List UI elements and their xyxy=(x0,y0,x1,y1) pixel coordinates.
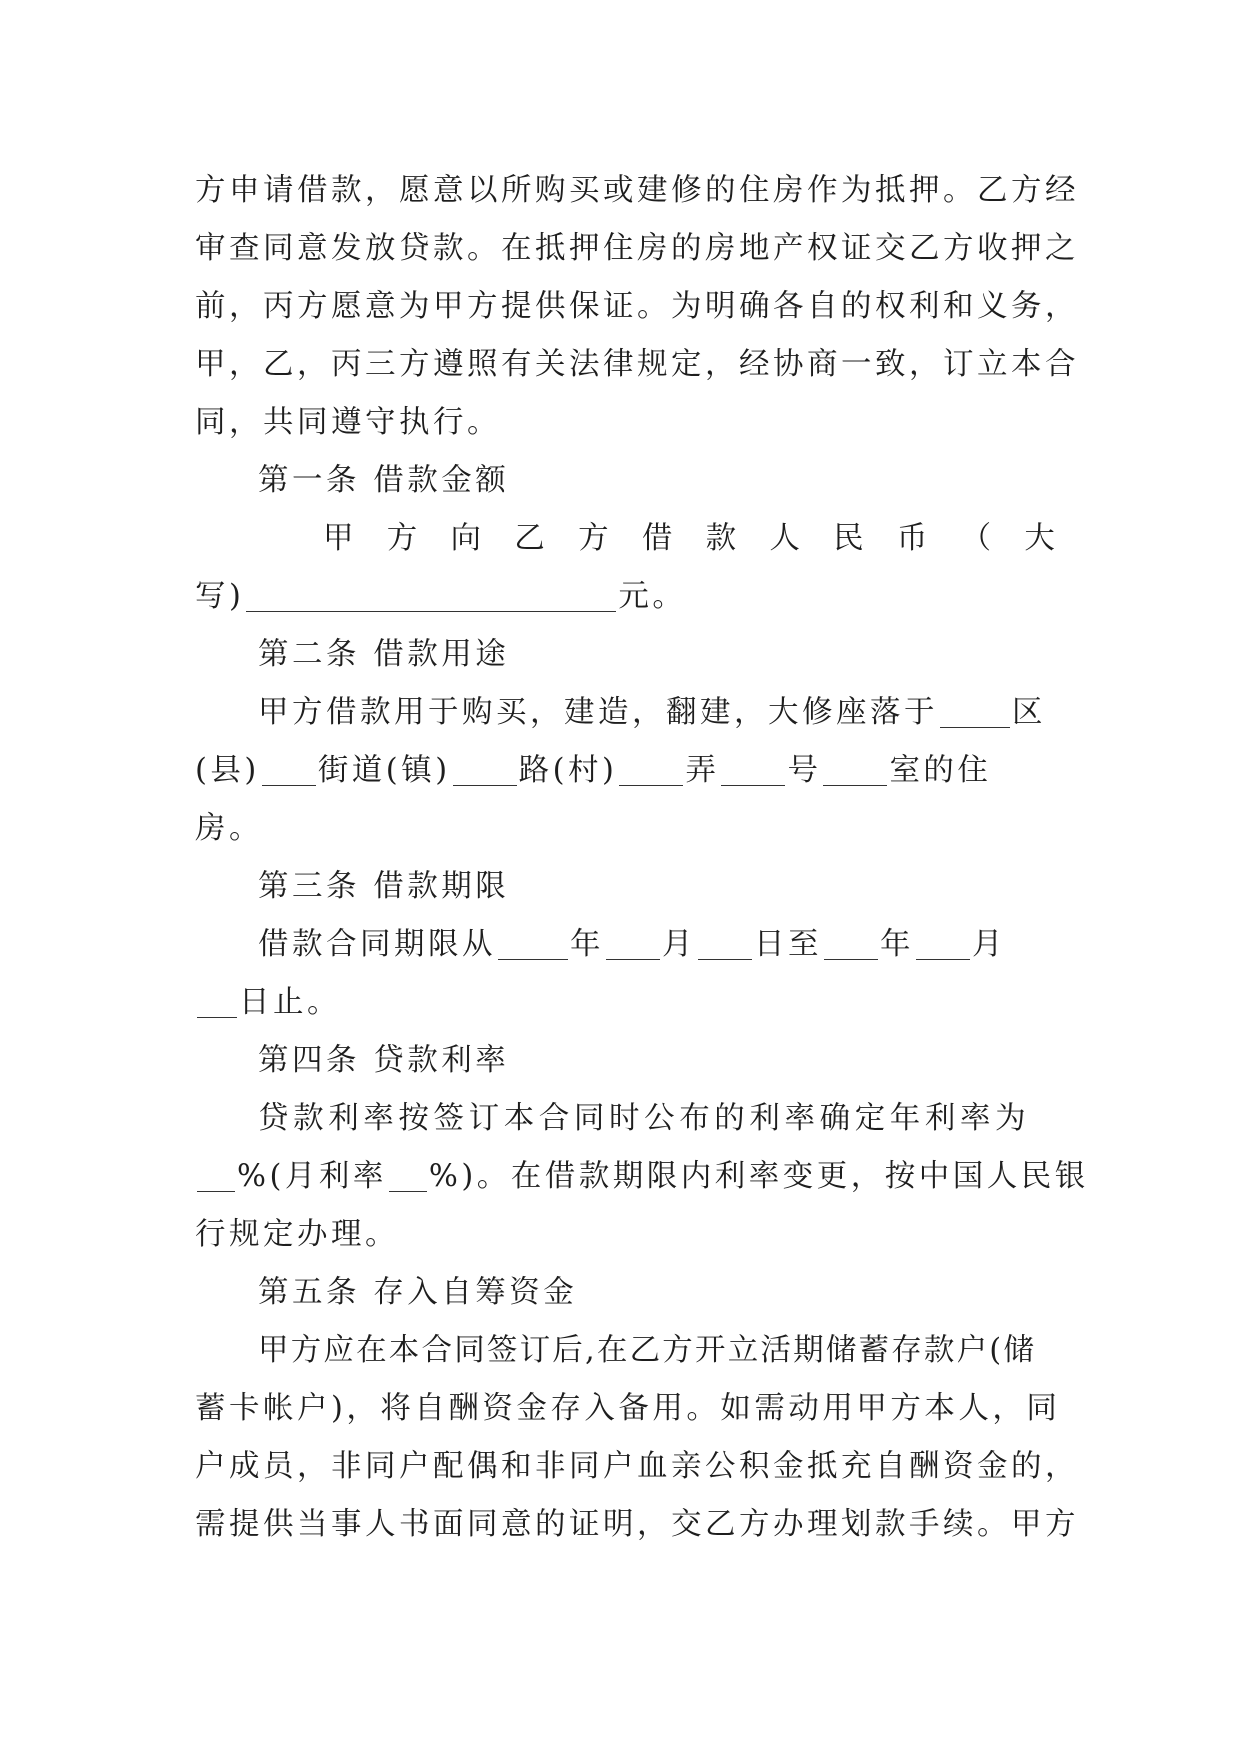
spread-char: 民 xyxy=(833,521,864,556)
text-segment: %(月利率 xyxy=(237,1159,387,1194)
spread-char: 币 xyxy=(896,521,928,556)
amount-blank xyxy=(246,571,616,612)
spread-char: 借 xyxy=(641,521,673,556)
lane-blank xyxy=(721,745,785,786)
paragraph-line: 审查同意发放贷款。在抵押住房的房地产权证交乙方收押之 xyxy=(195,231,1079,266)
spread-char: 方 xyxy=(386,521,418,556)
paragraph-line: 房。 xyxy=(195,811,263,846)
loan-term-end-line xyxy=(195,974,1055,1032)
text-segment: 区 xyxy=(1012,695,1046,730)
loan-purpose-line xyxy=(195,684,1055,742)
loan-amount-line xyxy=(195,510,1055,568)
paragraph-line: 甲，乙，丙三方遵照有关法律规定，经协商一致，订立本合 xyxy=(195,347,1079,382)
monthly-rate-blank xyxy=(389,1151,427,1192)
address-line xyxy=(195,742,1055,800)
end-year-blank xyxy=(824,919,878,960)
article-3-heading: 第三条 借款期限 xyxy=(258,869,510,904)
paragraph-line: 前，丙方愿意为甲方提供保证。为明确各自的权利和义务， xyxy=(195,289,1079,324)
text-segment: 街道(镇) xyxy=(317,753,451,788)
text-segment: 年 xyxy=(880,927,914,962)
paragraph-line: 户成员，非同户配偶和非同户血亲公积金抵充自酬资金的， xyxy=(195,1449,1079,1484)
text-segment: 日止。 xyxy=(239,985,341,1020)
text-segment: 月 xyxy=(972,927,1006,962)
street-blank xyxy=(453,745,517,786)
county-blank xyxy=(262,745,316,786)
article-1-heading: 第一条 借款金额 xyxy=(258,463,510,498)
text-segment: 写) xyxy=(195,579,245,614)
paragraph-line: 方申请借款，愿意以所购买或建修的住房作为抵押。乙方经 xyxy=(195,173,1079,208)
paragraph-line: 行规定办理。 xyxy=(195,1217,399,1252)
spread-char: 大 xyxy=(1024,521,1055,556)
spread-char: 人 xyxy=(769,521,800,556)
district-blank xyxy=(940,687,1010,728)
paragraph-line: 贷款利率按签订本合同时公布的利率确定年利率为 xyxy=(258,1101,1031,1136)
paragraph-line: 需提供当事人书面同意的证明，交乙方办理划款手续。甲方 xyxy=(195,1507,1079,1542)
article-4-heading: 第四条 贷款利率 xyxy=(258,1043,510,1078)
spread-char: （ xyxy=(960,521,992,556)
start-year-blank xyxy=(498,919,568,960)
spread-char: 乙 xyxy=(514,521,545,556)
text-segment: 日至 xyxy=(754,927,822,962)
article-2-heading: 第二条 借款用途 xyxy=(258,637,510,672)
contract-body xyxy=(195,162,1089,1554)
spread-char: 方 xyxy=(578,521,609,556)
text-segment: %)。在借款期限内利率变更，按中国人民银 xyxy=(428,1159,1089,1194)
paragraph-line: 甲方应在本合同签订后,在乙方开立活期储蓄存款户(储 xyxy=(258,1333,1037,1368)
text-segment: 借款合同期限从 xyxy=(258,927,496,962)
article-5-heading: 第五条 存入自筹资金 xyxy=(258,1275,578,1310)
text-segment: 月 xyxy=(662,927,696,962)
text-segment: 号 xyxy=(787,753,822,788)
road-blank xyxy=(619,745,683,786)
text-segment: 元。 xyxy=(618,579,687,614)
text-segment: 年 xyxy=(570,927,604,962)
loan-amount-blank-line xyxy=(195,568,1055,626)
text-segment: (县) xyxy=(195,753,260,788)
loan-term-line xyxy=(195,916,1055,974)
start-month-blank xyxy=(606,919,660,960)
spread-char: 向 xyxy=(450,521,482,556)
spread-char: 甲 xyxy=(323,521,354,556)
end-day-blank xyxy=(197,977,237,1018)
end-month-blank xyxy=(916,919,970,960)
text-segment: 室的住 xyxy=(889,753,992,788)
paragraph-line: 蓄卡帐户)，将自酬资金存入备用。如需动用甲方本人，同 xyxy=(195,1391,1061,1426)
interest-rate-line xyxy=(195,1148,1089,1206)
spread-char: 款 xyxy=(705,521,737,556)
annual-rate-blank xyxy=(197,1151,235,1192)
text-segment: 甲方借款用于购买，建造，翻建，大修座落于 xyxy=(258,695,938,730)
text-segment: 路(村) xyxy=(518,753,618,788)
paragraph-line: 同，共同遵守执行。 xyxy=(195,405,501,440)
number-blank xyxy=(823,745,887,786)
text-segment: 弄 xyxy=(685,753,720,788)
start-day-blank xyxy=(698,919,752,960)
